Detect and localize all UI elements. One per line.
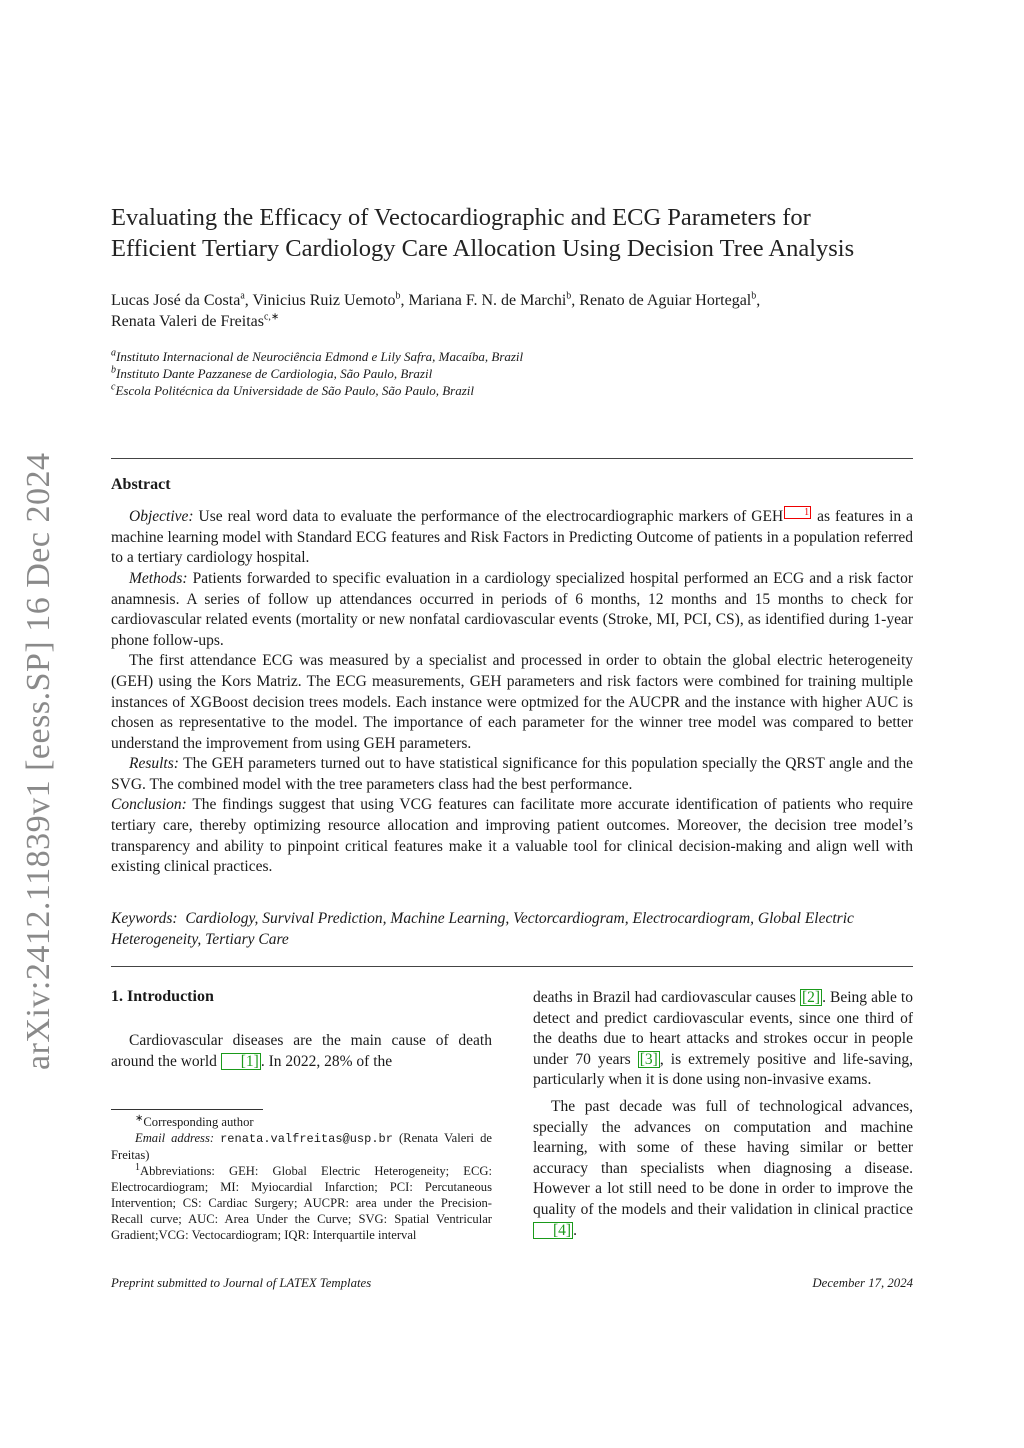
- footnotes: [111, 1114, 492, 1243]
- objective-text: Use real word data to evaluate the performance of the electrocardiographic markers of GEH: [198, 508, 784, 526]
- author-name: Renato de Aguiar Hortegal: [579, 292, 752, 309]
- author-name: Lucas José da Costa: [111, 292, 241, 309]
- methods-text: Patients forwarded to specific evaluation in a cardiology specialized hospital performed an ECG and a risk factor anamnesis. A series of follow up attendances occurred in periods of 6 months, 12 months and 15 months to check for cardiovascular related events (mortality or new nonfatal cardiovascular events (Stroke, MI, PCI, CS), as identified during 1-year phone follow-ups.: [111, 569, 914, 649]
- objective-text-cont: as features in a machine learning model with Standard ECG features and Risk Factors in Predicting Outcome of patients in a population referred to a tertiary cardiology hospital.: [111, 508, 914, 567]
- title-line-1: Evaluating the Efficacy of Vectocardiographic and ECG Parameters for: [111, 204, 811, 231]
- date-footer: December 17, 2024: [812, 1276, 913, 1290]
- abstract-heading: Abstract: [111, 476, 171, 493]
- arxiv-identifier: arXiv:2412.11839v1 [eess.SP] 16 Dec 2024: [20, 452, 57, 1070]
- email-label: Email address:: [135, 1131, 215, 1145]
- affiliation-text: Instituto Dante Pazzanese de Cardiologia, São Paulo, Brazil: [116, 366, 433, 381]
- citation-link[interactable]: [1]: [221, 1053, 261, 1070]
- intro-text-cont: . Being able to detect and predict cardiovascular events, since one third of the deaths due to heart attacks and strokes occur in people under 70 years: [533, 989, 913, 1068]
- footnote-abbreviations: [111, 1163, 492, 1243]
- intro-paragraph: [533, 1097, 913, 1241]
- affiliation-list: [111, 348, 811, 399]
- footnote-corresponding: [111, 1114, 492, 1130]
- intro-text: Cardiovascular diseases are the main cause of death around the world: [111, 1032, 492, 1070]
- affiliation-mark: a: [111, 347, 116, 359]
- keywords-label: Keywords:: [111, 910, 178, 927]
- abstract-bottom-divider: [111, 966, 913, 967]
- author-name: Renata Valeri de Freitas: [111, 313, 264, 330]
- intro-paragraph: [533, 988, 913, 1091]
- abstract-conclusion: [111, 795, 913, 877]
- footnote-mark: 1: [135, 1161, 140, 1173]
- footnote-divider: [111, 1109, 263, 1110]
- author-name: Mariana F. N. de Marchi: [408, 292, 567, 309]
- preprint-footer: Preprint submitted to Journal of LATEX Templates: [111, 1276, 372, 1290]
- citation-link[interactable]: [3]: [639, 1050, 658, 1068]
- abstract-top-divider: [111, 458, 913, 459]
- methods-label: Methods:: [129, 569, 188, 587]
- author-affil-mark: c,∗: [263, 311, 280, 323]
- keywords-text: Cardiology, Survival Prediction, Machine Learning, Vectorcardiogram, Electrocardiogram, Global Electric Heterogeneity, Tertiary Care: [111, 910, 854, 948]
- title-line-2: Efficient Tertiary Cardiology Care Allocation Using Decision Tree Analysis: [111, 235, 855, 262]
- author-affil-mark: a: [240, 290, 245, 302]
- affiliation-mark: c: [111, 381, 116, 393]
- footnote-text: Corresponding author: [143, 1115, 254, 1129]
- affiliation-text: Escola Politécnica da Universidade de São Paulo, São Paulo, Brazil: [115, 383, 474, 398]
- footnote-text: Abbreviations: GEH: Global Electric Heterogeneity; ECG: Electrocardiogram; MI: Myiocardial Infarction; PCI: Percutaneous Intervention; CS: Cardiac Surgery; AUCPR: area under the Precision-Recall curve; AUC: Area Under the Curve; SVG: Spatial Ventricular Gradient;VCG: Vectocardiogram; IQR: Interquartile interval: [111, 1164, 492, 1242]
- results-text: The GEH parameters turned out to have statistical significance for this population specially the QRST angle and the SVG. The combined model with the tree parameters class had the best performance.: [111, 755, 913, 793]
- author-affil-mark: b: [566, 290, 572, 302]
- abstract-paragraph: The first attendance ECG was measured by a specialist and processed in order to obtain the global electric heterogeneity (GEH) using the Kors Matriz. The ECG measurements, GEH parameters and risk factors were combined for training multiple instances of XGBoost decision trees models. Each instance were optmized for the AUCPR and the instance with higher AUC is chosen as representative to the model. The importance of each parameter for the winner tree model was compared to better understand the improvement from using GEH parameters.: [111, 652, 913, 752]
- conclusion-text: The findings suggest that using VCG features can facilitate more accurate identification of patients who require tertiary care, thereby optimizing resource allocation and improving patient outcomes. Moreover, the decision tree model’s transparency and ability to pinpoint critical features make it a valuable tool for clinical decision-making and align well with existing clinical practices.: [111, 796, 913, 876]
- intro-text: The past decade was full of technological advances, specially the advances on computation and machine learning, with some of these having similar or better accuracy than specialists when diagnosing a disease. However a lot still need to be done in order to improve the quality of the models and their validation in clinical practice: [533, 1097, 913, 1218]
- email-owner: (Renata Valeri de Freitas): [111, 1131, 492, 1162]
- email-link[interactable]: renata.valfreitas@usp.br: [220, 1132, 393, 1146]
- footnote-email: [111, 1130, 492, 1163]
- intro-text-cont: , is extremely positive and life-saving, particularly when it is done using non-invasive exams.: [533, 1050, 913, 1089]
- affiliation-mark: b: [111, 364, 116, 376]
- affiliation: [111, 365, 811, 382]
- footnote-mark: ∗: [135, 1112, 144, 1124]
- affiliation: [111, 348, 811, 365]
- citation-link[interactable]: [2]: [802, 989, 821, 1006]
- conclusion-label: Conclusion:: [111, 796, 187, 814]
- section-heading-introduction: 1. Introduction: [111, 988, 214, 1005]
- intro-text-cont: . In 2022, 28% of the: [260, 1052, 393, 1070]
- affiliation-text: Instituto Internacional de Neurociência Edmond e Lily Safra, Macaíba, Brazil: [116, 349, 524, 364]
- author-affil-mark: b: [395, 290, 401, 302]
- abstract-objective: [111, 506, 913, 569]
- paper-title: [111, 202, 911, 264]
- citation-link[interactable]: [4]: [533, 1222, 573, 1239]
- intro-text: deaths in Brazil had cardiovascular causes: [533, 989, 800, 1006]
- intro-paragraph: [111, 1031, 492, 1072]
- author-name: Vinicius Ruiz Uemoto: [252, 292, 396, 309]
- abstract-results: [111, 754, 913, 795]
- footnote-link[interactable]: 1: [784, 506, 811, 519]
- right-column: [533, 988, 913, 1247]
- affiliation: [111, 382, 811, 399]
- objective-label: Objective:: [129, 508, 194, 526]
- left-column: [111, 1031, 492, 1078]
- author-list: Lucas José da Costa$^a$, Vinicius Ruiz Uemoto$^b$, Mariana F. N. de Marchi$^b$, Renato de Aguiar Hortegal$^b$, Renata Valeri de Freitas$^{c,∗}$: [111, 290, 761, 330]
- author-affil-mark: b: [751, 290, 757, 302]
- abstract-methods: [111, 569, 913, 651]
- keywords: [111, 909, 913, 950]
- intro-text-cont: .: [573, 1221, 577, 1239]
- abstract-body: [111, 506, 913, 878]
- results-label: Results:: [129, 755, 179, 773]
